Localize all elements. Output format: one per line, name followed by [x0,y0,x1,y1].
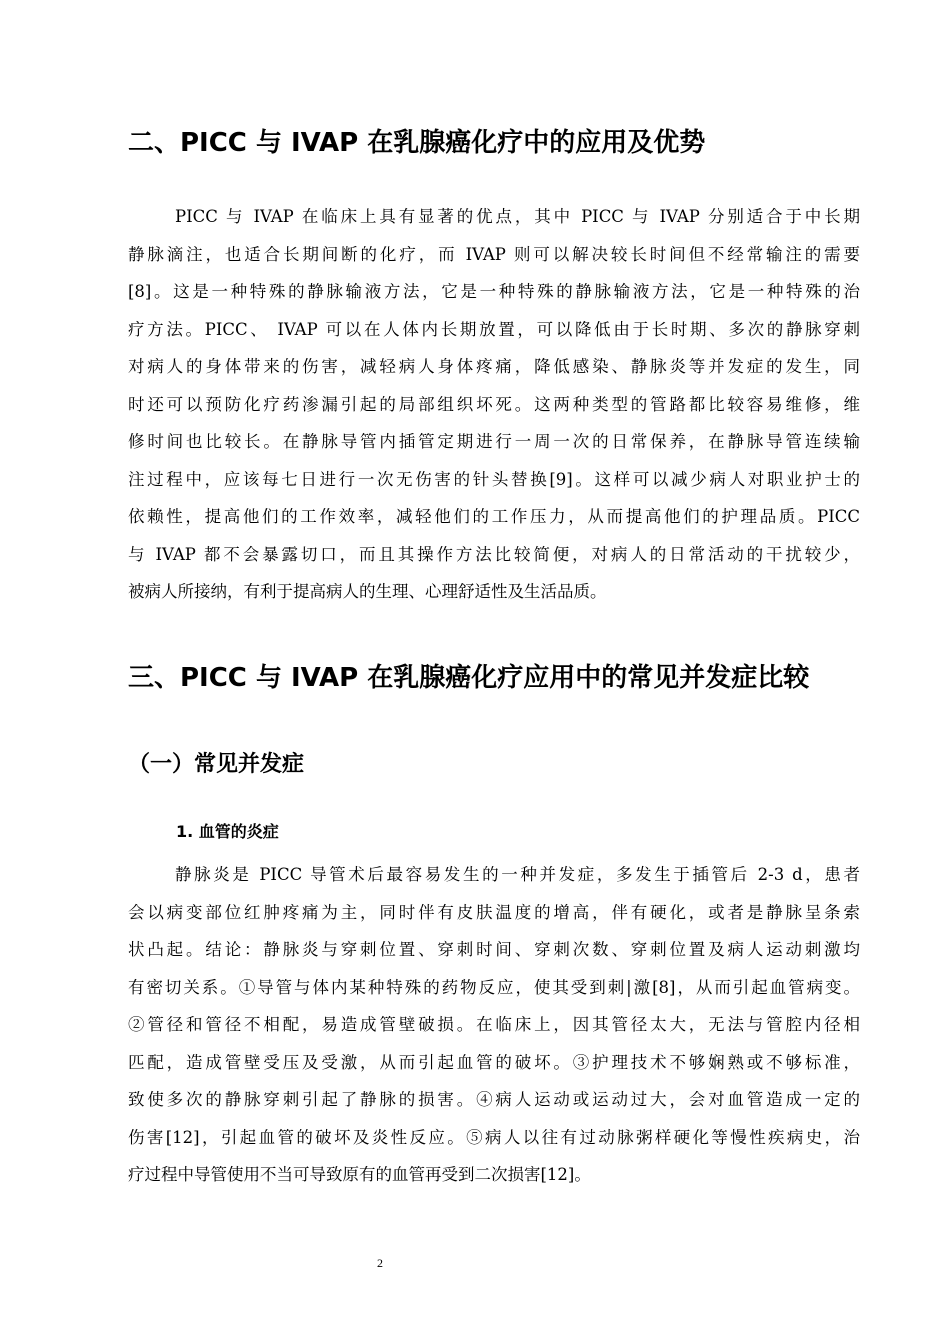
paragraph-line: 疗过程中导管使用不当可导致原有的血管再受到二次损害[12]。 [128,1165,591,1184]
paragraph-line: 疗方法。PICC、 IVAP 可以在人体内长期放置，可以降低由于长时期、多次的静脉穿刺 [128,319,860,339]
paragraph-line: 与 IVAP 都不会暴露切口，而且其操作方法比较简便，对病人的日常活动的干扰较少， [128,544,860,564]
paragraph-line: 状凸起。结论：静脉炎与穿刺位置、穿刺时间、穿刺次数、穿刺位置及病人运动刺激均 [128,940,860,959]
paragraph-line: 会以病变部位红肿疼痛为主，同时伴有皮肤温度的增高，伴有硬化，或者是静脉呈条索 [128,902,860,922]
paragraph-line: ②管径和管径不相配，易造成管壁破损。在临床上，因其管径太大，无法与管腔内径相 [128,1015,860,1034]
subsection-heading: （一）常见并发症 [128,752,305,777]
paragraph-line: 匹配，造成管壁受压及受激，从而引起血管的破坏。③护理技术不够娴熟或不够标准， [128,1052,860,1072]
section-heading-2: 二、PICC 与 IVAP 在乳腺癌化疗中的应用及优势 [128,128,706,158]
section-2-paragraph [128,198,860,611]
paragraph-line: 时还可以预防化疗药渗漏引起的局部组织坏死。这两种类型的管路都比较容易维修，维 [128,394,860,414]
paragraph-line: 静脉炎是 PICC 导管术后最容易发生的一种并发症，多发生于插管后 2-3 d，患者 [175,865,860,884]
paragraph-line: 被病人所接纳，有利于提高病人的生理、心理舒适性及生活品质。 [128,582,607,601]
paragraph-line: 静脉滴注，也适合长期间断的化疗，而 IVAP 则可以解决较长时间但不经常输注的需要 [128,244,860,264]
paragraph-line: 依赖性，提高他们的工作效率，减轻他们的工作压力，从而提高他们的护理品质。PICC [128,507,860,526]
section-3-paragraph [128,856,860,1194]
paragraph-line: 有密切关系。①导管与体内某种特殊的药物反应，使其受到刺|激[8]，从而引起血管病变。 [128,977,860,997]
paragraph-line: 修时间也比较长。在静脉导管内插管定期进行一周一次的日常保养，在静脉导管连续输 [128,432,860,451]
paragraph-line: [8]。这是一种特殊的静脉输液方法，它是一种特殊的静脉输液方法，它是一种特殊的治 [128,282,860,301]
item-heading: 1. 血管的炎症 [176,822,279,841]
paragraph-line: 对病人的身体带来的伤害，减轻病人身体疼痛，降低感染、静脉炎等并发症的发生，同 [128,357,860,376]
paragraph-line: 致使多次的静脉穿刺引起了静脉的损害。④病人运动或运动过大，会对血管造成一定的 [128,1090,860,1109]
paragraph-line: PICC 与 IVAP 在临床上具有显著的优点，其中 PICC 与 IVAP 分别适合于中长期 [175,207,860,226]
page-number: 2 [377,1256,383,1270]
paragraph-line: 伤害[12]，引起血管的破坏及炎性反应。⑤病人以往有过动脉粥样硬化等慢性疾病史，治 [128,1127,860,1147]
section-heading-3: 三、PICC 与 IVAP 在乳腺癌化疗应用中的常见并发症比较 [128,663,810,693]
paragraph-line: 注过程中，应该每七日进行一次无伤害的针头替换[9]。这样可以减少病人对职业护士的 [128,469,860,489]
